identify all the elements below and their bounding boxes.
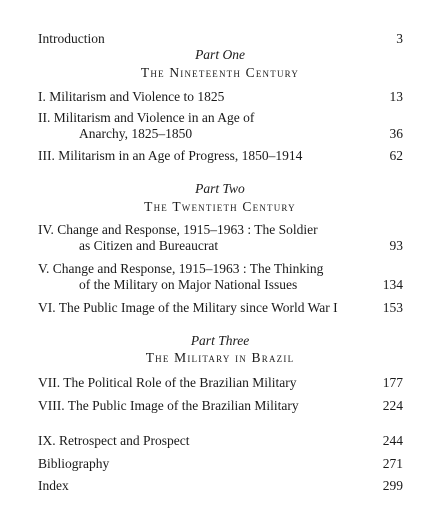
toc-entry-chapter-2 [38, 110, 403, 147]
entry-page: 299 [382, 478, 403, 493]
entry-page: 177 [382, 375, 403, 390]
entry-page: 134 [382, 277, 403, 292]
entry-title-continued: Anarchy, 1825–1850 [79, 126, 193, 141]
entry-title: Index [38, 478, 69, 493]
entry-title: Introduction [38, 31, 105, 46]
entry-title: III. Militarism in an Age of Progress, 1850–1914 [38, 148, 303, 163]
entry-title: VI. The Public Image of the Military since World War I [38, 300, 338, 315]
entry-page: 13 [389, 89, 403, 104]
part-one-label: Part One [195, 47, 245, 62]
toc-entry-chapter-4 [38, 222, 403, 259]
part-two-label: Part Two [195, 181, 245, 196]
entry-title-continued: as Citizen and Bureaucrat [79, 238, 219, 253]
entry-page: 36 [389, 126, 403, 141]
entry-title: IX. Retrospect and Prospect [38, 433, 190, 448]
entry-page: 271 [382, 456, 403, 471]
part-two-heading: The Twentieth Century [144, 199, 296, 214]
entry-title: II. Militarism and Violence in an Age of [38, 110, 255, 125]
entry-title: Bibliography [38, 456, 110, 471]
entry-page: 3 [396, 31, 403, 46]
entry-title: V. Change and Response, 1915–1963 : The Thinking [38, 261, 324, 276]
part-three-label: Part Three [190, 333, 250, 348]
entry-title-continued: of the Military on Major National Issues [79, 277, 298, 292]
entry-page: 93 [389, 238, 403, 253]
entry-title: IV. Change and Response, 1915–1963 : The Soldier [38, 222, 318, 237]
entry-page: 62 [389, 148, 403, 163]
toc-entry-chapter-5 [38, 261, 403, 298]
entry-title: VIII. The Public Image of the Brazilian Military [38, 398, 299, 413]
part-three-heading: The Military in Brazil [145, 350, 295, 365]
entry-title: VII. The Political Role of the Brazilian Military [38, 375, 297, 390]
entry-title: I. Militarism and Violence to 1825 [38, 89, 225, 104]
entry-page: 153 [382, 300, 403, 315]
part-one-heading: The Nineteenth Century [140, 65, 300, 80]
entry-page: 224 [382, 398, 403, 413]
entry-page: 244 [382, 433, 403, 448]
